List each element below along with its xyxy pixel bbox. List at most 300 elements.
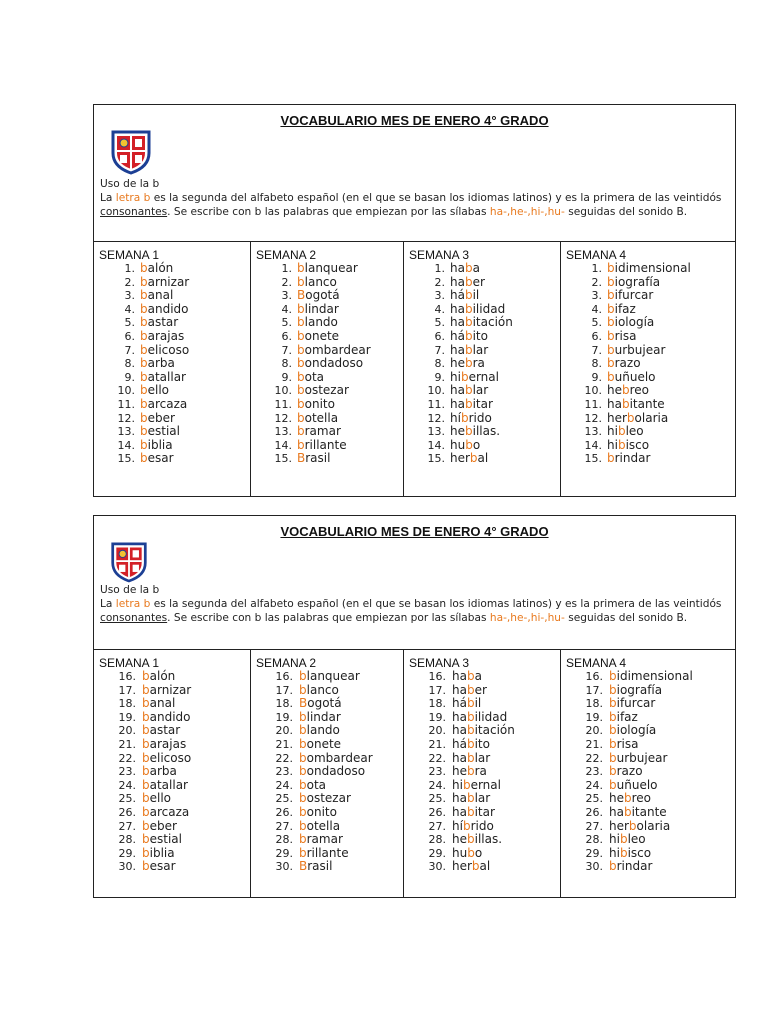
item-number: 29.	[585, 846, 603, 860]
list-item	[404, 847, 560, 861]
item-word: herbolaria	[607, 410, 669, 425]
item-word: bifaz	[607, 301, 636, 316]
item-word: bota	[297, 369, 325, 384]
item-number: 24.	[585, 778, 603, 792]
item-number: 23.	[275, 765, 293, 779]
item-word: híbrido	[452, 818, 494, 833]
item-word: beber	[142, 818, 177, 833]
item-number: 18.	[275, 697, 293, 711]
item-number: 16.	[275, 670, 293, 683]
list-item	[94, 276, 250, 290]
intro-letra-b: letra b	[115, 597, 151, 610]
item-word: bostezar	[299, 791, 351, 806]
intro-syllables: ha-,he-,hi-,hu-	[489, 611, 565, 624]
item-number: 15.	[584, 452, 602, 466]
list-item	[561, 412, 737, 426]
intro-part: es la segunda del alfabeto español (en el que se basan los idiomas latinos) y es la primera de las veintidós	[150, 597, 722, 610]
list-item	[561, 860, 737, 874]
item-word: barba	[140, 356, 175, 371]
item-number: 26.	[428, 805, 446, 819]
list-item	[94, 697, 250, 711]
item-number: 21.	[118, 737, 136, 751]
list-item	[561, 452, 737, 466]
item-number: 20.	[585, 724, 603, 738]
list-item	[404, 344, 560, 358]
item-number: 26.	[275, 805, 293, 819]
item-word: burbujear	[609, 750, 668, 765]
item-word: bestial	[140, 424, 180, 439]
item-word: blando	[299, 723, 340, 738]
list-item	[561, 439, 737, 453]
item-number: 16.	[118, 670, 136, 683]
item-word: blindar	[299, 709, 341, 724]
intro-syllables: ha-,he-,hi-,hu-	[489, 205, 565, 218]
item-word: botella	[299, 818, 341, 833]
item-word: bostezar	[297, 383, 349, 398]
item-number: 12.	[584, 411, 602, 425]
item-word: hebra	[450, 356, 485, 371]
item-number: 1.	[281, 262, 292, 275]
item-word: hebreo	[607, 383, 650, 398]
item-word: biblia	[140, 437, 173, 452]
item-number: 10.	[427, 384, 445, 398]
item-word: brindar	[609, 859, 653, 874]
item-word: Bogotá	[299, 696, 342, 711]
list-item	[404, 371, 560, 385]
item-word: biografía	[607, 274, 661, 289]
list-item	[251, 792, 403, 806]
item-number: 29.	[118, 846, 136, 860]
item-word: brindar	[607, 451, 651, 466]
list-item	[94, 779, 250, 793]
item-number: 28.	[428, 833, 446, 847]
item-word: blando	[297, 315, 338, 330]
word-list	[94, 670, 250, 874]
list-item	[404, 262, 560, 276]
item-word: bondadoso	[299, 764, 366, 779]
list-item	[561, 820, 737, 834]
item-word: herbal	[450, 451, 489, 466]
week-column	[94, 242, 250, 496]
list-item	[561, 684, 737, 698]
item-number: 23.	[118, 765, 136, 779]
item-word: bramar	[297, 424, 341, 439]
item-word: hablar	[452, 791, 491, 806]
item-word: bramar	[299, 832, 343, 847]
item-number: 18.	[585, 697, 603, 711]
item-number: 27.	[428, 819, 446, 833]
week-title: SEMANA 2	[256, 248, 317, 262]
item-word: habitar	[452, 804, 495, 819]
item-number: 25.	[275, 792, 293, 806]
list-item	[94, 330, 250, 344]
list-item	[561, 752, 737, 766]
week-column	[94, 650, 250, 897]
school-crest-icon	[110, 129, 152, 175]
week-title: SEMANA 1	[99, 656, 160, 670]
list-item	[94, 792, 250, 806]
item-number: 1.	[124, 262, 135, 275]
intro-heading: Uso de la b	[100, 584, 160, 596]
item-number: 1.	[434, 262, 445, 275]
list-item	[251, 806, 403, 820]
list-item	[404, 316, 560, 330]
list-item	[94, 316, 250, 330]
item-number: 5.	[591, 316, 602, 330]
list-item	[561, 711, 737, 725]
item-number: 24.	[428, 778, 446, 792]
intro-heading: Uso de la b	[100, 178, 160, 190]
list-item	[94, 425, 250, 439]
intro-part: . Se escribe con b las palabras que empiezan por las sílabas	[167, 611, 490, 624]
list-item	[561, 303, 737, 317]
school-crest-icon	[110, 541, 148, 583]
item-number: 24.	[275, 778, 293, 792]
item-number: 13.	[274, 425, 292, 439]
item-number: 9.	[591, 370, 602, 384]
item-word: barba	[142, 764, 177, 779]
item-number: 7.	[591, 343, 602, 357]
list-item	[561, 371, 737, 385]
intro-text	[100, 178, 729, 219]
list-item	[404, 684, 560, 698]
list-item	[561, 330, 737, 344]
item-word: hibleo	[607, 424, 644, 439]
item-number: 19.	[428, 710, 446, 724]
item-number: 7.	[124, 343, 135, 357]
item-word: barcaza	[142, 804, 190, 819]
list-item	[94, 738, 250, 752]
item-number: 14.	[274, 438, 292, 452]
item-number: 19.	[585, 710, 603, 724]
list-item	[94, 820, 250, 834]
list-item	[251, 738, 403, 752]
item-number: 17.	[585, 683, 603, 697]
item-number: 10.	[117, 384, 135, 398]
list-item	[94, 670, 250, 684]
list-item	[561, 738, 737, 752]
item-word: hebillas.	[452, 832, 503, 847]
list-item	[251, 452, 403, 466]
item-number: 7.	[281, 343, 292, 357]
item-word: habilidad	[452, 709, 508, 724]
word-list	[404, 262, 560, 466]
list-item	[251, 262, 403, 276]
list-item	[404, 289, 560, 303]
week-column	[403, 650, 560, 897]
week-title: SEMANA 3	[409, 656, 470, 670]
item-number: 10.	[274, 384, 292, 398]
list-item	[94, 684, 250, 698]
list-item	[561, 425, 737, 439]
item-number: 17.	[275, 683, 293, 697]
item-number: 19.	[275, 710, 293, 724]
intro-consonantes: consonantes	[100, 611, 168, 624]
item-number: 26.	[118, 805, 136, 819]
item-word: habitante	[609, 804, 667, 819]
list-item	[561, 398, 737, 412]
item-number: 3.	[591, 289, 602, 303]
item-number: 2.	[591, 275, 602, 289]
item-number: 19.	[118, 710, 136, 724]
item-word: hábil	[450, 288, 480, 303]
item-word: hebillas.	[450, 424, 501, 439]
item-word: botella	[297, 410, 339, 425]
item-number: 2.	[434, 275, 445, 289]
item-word: hibleo	[609, 832, 646, 847]
item-number: 15.	[427, 452, 445, 466]
list-item	[404, 697, 560, 711]
week-title: SEMANA 4	[566, 656, 627, 670]
week-column	[403, 242, 560, 496]
item-word: haber	[450, 274, 485, 289]
list-item	[561, 724, 737, 738]
list-item	[404, 330, 560, 344]
list-item	[251, 344, 403, 358]
item-number: 16.	[428, 670, 446, 683]
item-number: 11.	[117, 397, 135, 411]
item-number: 4.	[281, 302, 292, 316]
item-number: 25.	[118, 792, 136, 806]
list-item	[561, 344, 737, 358]
list-item	[251, 330, 403, 344]
list-item	[251, 765, 403, 779]
list-item	[94, 752, 250, 766]
item-word: hubo	[452, 845, 483, 860]
list-item	[251, 860, 403, 874]
word-list	[94, 262, 250, 466]
week-column	[250, 650, 403, 897]
item-number: 24.	[118, 778, 136, 792]
item-word: brillante	[297, 437, 347, 452]
item-word: barnizar	[140, 274, 190, 289]
week-title: SEMANA 3	[409, 248, 470, 262]
item-word: brazo	[609, 764, 643, 779]
list-item	[404, 820, 560, 834]
item-word: hábito	[450, 328, 488, 343]
item-word: barajas	[142, 736, 187, 751]
item-number: 28.	[275, 833, 293, 847]
item-word: blanco	[299, 682, 339, 697]
item-number: 11.	[584, 397, 602, 411]
list-item	[404, 765, 560, 779]
item-number: 29.	[275, 846, 293, 860]
list-item	[404, 276, 560, 290]
list-item	[251, 833, 403, 847]
item-number: 20.	[428, 724, 446, 738]
list-item	[561, 276, 737, 290]
list-item	[251, 412, 403, 426]
item-number: 12.	[274, 411, 292, 425]
list-item	[251, 289, 403, 303]
item-number: 13.	[427, 425, 445, 439]
item-word: hibernal	[452, 777, 501, 792]
list-item	[94, 344, 250, 358]
item-number: 30.	[585, 860, 603, 874]
list-item	[404, 425, 560, 439]
item-word: biografía	[609, 682, 663, 697]
intro-part: La	[100, 191, 116, 204]
word-list	[561, 262, 737, 466]
word-list	[251, 262, 403, 466]
list-item	[404, 439, 560, 453]
intro-part: La	[100, 597, 116, 610]
item-word: bombardear	[299, 750, 373, 765]
item-word: habilidad	[450, 301, 506, 316]
item-word: beber	[140, 410, 175, 425]
item-word: hábito	[452, 736, 490, 751]
list-item	[404, 303, 560, 317]
item-number: 3.	[124, 289, 135, 303]
intro-part: seguidas del sonido B.	[564, 611, 688, 624]
item-word: bonete	[299, 736, 342, 751]
intro-part: seguidas del sonido B.	[564, 205, 688, 218]
item-word: herbolaria	[609, 818, 671, 833]
item-word: biología	[607, 315, 655, 330]
item-word: bifurcar	[609, 696, 656, 711]
item-word: habitar	[450, 396, 493, 411]
list-item	[251, 316, 403, 330]
item-word: balón	[140, 261, 174, 275]
list-item	[561, 262, 737, 276]
item-word: batallar	[140, 369, 186, 384]
item-word: buñuelo	[609, 777, 658, 792]
vocabulary-card-2	[93, 515, 736, 898]
item-word: burbujear	[607, 342, 666, 357]
list-item	[251, 820, 403, 834]
item-word: banal	[142, 696, 176, 711]
list-item	[404, 357, 560, 371]
item-word: haber	[452, 682, 487, 697]
item-number: 14.	[117, 438, 135, 452]
item-word: blindar	[297, 301, 339, 316]
item-word: barnizar	[142, 682, 192, 697]
list-item	[94, 806, 250, 820]
list-item	[94, 439, 250, 453]
list-item	[94, 847, 250, 861]
item-word: bonito	[297, 396, 335, 411]
list-item	[94, 357, 250, 371]
item-number: 18.	[118, 697, 136, 711]
item-word: hebra	[452, 764, 487, 779]
item-word: bastar	[140, 315, 179, 330]
item-word: hábil	[452, 696, 482, 711]
item-number: 30.	[275, 860, 293, 874]
item-word: bonete	[297, 328, 340, 343]
item-number: 4.	[124, 302, 135, 316]
item-word: brisa	[607, 328, 637, 343]
item-word: hablar	[450, 383, 489, 398]
week-title: SEMANA 1	[99, 248, 160, 262]
item-word: hebreo	[609, 791, 652, 806]
list-item	[561, 779, 737, 793]
item-word: barcaza	[140, 396, 188, 411]
item-word: habitación	[450, 315, 513, 330]
card-header	[94, 105, 735, 242]
vocabulary-card-1	[93, 104, 736, 497]
list-item	[251, 684, 403, 698]
item-number: 7.	[434, 343, 445, 357]
list-item	[94, 412, 250, 426]
list-item	[561, 833, 737, 847]
item-number: 9.	[124, 370, 135, 384]
item-number: 23.	[428, 765, 446, 779]
item-word: bifaz	[609, 709, 638, 724]
intro-consonantes: consonantes	[100, 205, 168, 218]
week-title: SEMANA 4	[566, 248, 627, 262]
item-number: 27.	[585, 819, 603, 833]
item-word: besar	[140, 451, 174, 466]
item-word: blanquear	[299, 669, 360, 683]
item-number: 1.	[591, 262, 602, 275]
list-item	[94, 262, 250, 276]
list-item	[94, 289, 250, 303]
item-word: bidimensional	[609, 669, 693, 683]
item-word: herbal	[452, 859, 491, 874]
card-title: VOCABULARIO MES DE ENERO 4° GRADO	[280, 524, 549, 539]
item-word: Brasil	[297, 451, 331, 466]
list-item	[561, 765, 737, 779]
item-word: buñuelo	[607, 369, 656, 384]
item-word: brisa	[609, 736, 639, 751]
item-word: bello	[142, 791, 172, 806]
item-number: 2.	[281, 275, 292, 289]
word-list	[404, 670, 560, 874]
item-number: 28.	[118, 833, 136, 847]
list-item	[561, 357, 737, 371]
item-word: haba	[452, 669, 482, 683]
list-item	[251, 697, 403, 711]
item-word: bestial	[142, 832, 182, 847]
list-item	[404, 738, 560, 752]
item-word: balón	[142, 669, 176, 683]
week-column	[250, 242, 403, 496]
item-number: 6.	[124, 329, 135, 343]
item-number: 18.	[428, 697, 446, 711]
item-number: 30.	[118, 860, 136, 874]
item-number: 6.	[434, 329, 445, 343]
item-word: Brasil	[299, 859, 333, 874]
item-number: 21.	[428, 737, 446, 751]
item-word: bandido	[140, 301, 189, 316]
item-number: 4.	[591, 302, 602, 316]
item-number: 5.	[434, 316, 445, 330]
list-item	[251, 779, 403, 793]
week-column	[560, 242, 737, 496]
list-item	[94, 398, 250, 412]
item-number: 9.	[281, 370, 292, 384]
item-number: 21.	[585, 737, 603, 751]
item-word: biblia	[142, 845, 175, 860]
item-number: 5.	[281, 316, 292, 330]
weeks-table	[94, 242, 735, 496]
list-item	[561, 847, 737, 861]
list-item	[561, 806, 737, 820]
item-word: bello	[140, 383, 170, 398]
list-item	[404, 806, 560, 820]
item-word: hablar	[452, 750, 491, 765]
list-item	[251, 276, 403, 290]
item-word: haba	[450, 261, 480, 275]
word-list	[561, 670, 737, 874]
item-word: habitación	[452, 723, 515, 738]
list-item	[251, 711, 403, 725]
intro-part: . Se escribe con b las palabras que empiezan por las sílabas	[167, 205, 490, 218]
item-word: bota	[299, 777, 327, 792]
item-number: 11.	[427, 397, 445, 411]
item-number: 21.	[275, 737, 293, 751]
item-number: 9.	[434, 370, 445, 384]
